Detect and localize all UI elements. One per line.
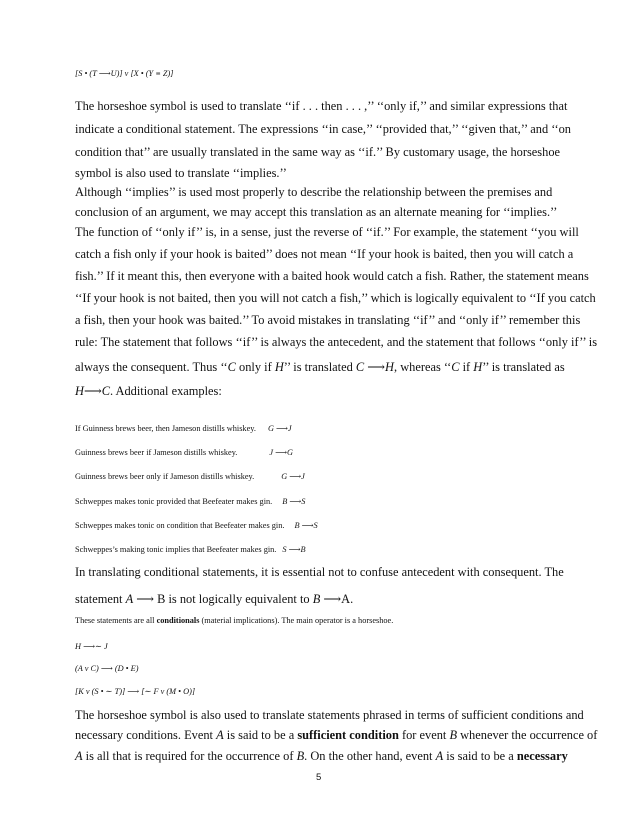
text-run: necessary conditions. Event <box>75 728 217 742</box>
text-run: B <box>312 592 321 606</box>
p7-line-1: The horseshoe symbol is also used to translate statements phrased in terms of sufficient conditions and <box>75 708 584 722</box>
example-text: If Guinness brews beer, then Jameson distills whiskey. <box>75 424 256 433</box>
text-run: H <box>274 360 284 374</box>
text-run: ’’ is translated as <box>482 360 565 374</box>
text-run: (material implications). The main operator is a horseshoe. <box>199 616 394 625</box>
text-run: statement <box>75 592 126 606</box>
example-symbol: B ⟶S <box>294 521 318 530</box>
text-run: B <box>449 728 458 742</box>
text-run: B <box>296 749 305 763</box>
text-run: ⟶ B is not logically equivalent to <box>133 592 313 606</box>
text-run: whenever the occurrence of <box>457 728 598 742</box>
text-run: H⟶C <box>75 384 110 398</box>
example-row <box>75 496 305 506</box>
text-run: A <box>216 728 224 742</box>
text-run: is said to be a <box>443 749 517 763</box>
example-text: Schweppes makes tonic on condition that Beefeater makes gin. <box>75 521 285 530</box>
text-run: only if <box>235 360 275 374</box>
formula-top: [S • (T ⟶U)] v [X • (Y ≡ Z)] <box>75 69 174 78</box>
formula-3: [K v (S • ∼ T)] ⟶ [∼ F v (M • O)] <box>75 687 196 696</box>
p3-line-3: fish.’’ If it meant this, then everyone with a baited hook would catch a fish. Rather, the statement means <box>75 269 589 283</box>
p2-line-1: Although ‘‘implies’’ is used most properly to describe the relationship between the premises and <box>75 185 553 199</box>
text-run: These statements are all <box>75 616 157 625</box>
p3-line-7 <box>75 359 565 375</box>
example-text: Schweppes makes tonic provided that Beefeater makes gin. <box>75 497 273 506</box>
p3-line-2: catch a fish only if your hook is baited’’ does not mean ‘‘If your hook is baited, then you will catch a <box>75 247 574 261</box>
formula-2: (A v C) ⟶ (D • E) <box>75 664 139 673</box>
text-run: necessary <box>516 749 568 763</box>
text-run: . On the other hand, event <box>304 749 436 763</box>
example-text: Schweppes’s making tonic implies that Beefeater makes gin. <box>75 545 277 554</box>
text-run: C ⟶H <box>355 360 394 374</box>
p1-line-1: The horseshoe symbol is used to translate ‘‘if . . . then . . . ,’’ ‘‘only if,’’ and similar expressions that <box>75 99 568 113</box>
formula-1: H ⟶∼ J <box>75 642 108 651</box>
p3-line-5: a fish, then your hook was baited.’’ To avoid mistakes in translating ‘‘if’’ and ‘‘only if’’ remember this <box>75 313 581 327</box>
p3-line-4: ‘‘If your hook is not baited, then you will not catch a fish,’’ which is logically equivalent to ‘‘If you catch <box>75 291 596 305</box>
example-text: Guinness brews beer if Jameson distills whiskey. <box>75 448 238 457</box>
text-run: for event <box>398 728 450 742</box>
p3-line-8 <box>75 383 222 399</box>
text-run: is all that is required for the occurrence of <box>82 749 297 763</box>
text-run: is said to be a <box>223 728 298 742</box>
example-row <box>75 544 306 554</box>
example-row <box>75 520 318 530</box>
p7-line-2 <box>75 728 597 743</box>
text-run: conditionals <box>156 616 200 625</box>
text-run: A <box>125 592 134 606</box>
p6-line <box>75 616 393 625</box>
p1-line-3: condition that’’ are usually translated in the same way as ‘‘if.’’ By customary usage, the horseshoe <box>75 145 561 159</box>
example-symbol: J ⟶G <box>269 448 294 457</box>
text-run: C <box>451 360 460 374</box>
example-text: Guinness brews beer only if Jameson distills whiskey. <box>75 472 255 481</box>
example-row <box>75 423 292 433</box>
p7-line-3 <box>75 749 568 764</box>
p5-line <box>75 591 353 607</box>
example-symbol: S ⟶B <box>282 545 306 554</box>
text-run: . Additional examples: <box>109 384 222 398</box>
text-run: A <box>75 749 83 763</box>
p1-line-4: symbol is also used to translate ‘‘implies.’’ <box>75 166 287 180</box>
text-run: , whereas ‘‘ <box>394 360 452 374</box>
page-number: 5 <box>316 772 322 783</box>
example-row <box>75 471 305 481</box>
example-symbol: G ⟶J <box>281 472 305 481</box>
text-run: if <box>459 360 474 374</box>
example-row <box>75 447 293 457</box>
text-run: H <box>473 360 483 374</box>
example-symbol: B ⟶S <box>282 497 306 506</box>
example-symbol: G ⟶J <box>267 424 292 433</box>
text-run: C <box>227 360 236 374</box>
text-run: always the consequent. Thus ‘‘ <box>75 360 228 374</box>
p1-line-2: indicate a conditional statement. The expressions ‘‘in case,’’ ‘‘provided that,’’ ‘‘given that,’’ and ‘‘on <box>75 122 571 136</box>
text-run: sufficient condition <box>297 728 399 742</box>
text-run: ’’ is translated <box>283 360 356 374</box>
p4-line: In translating conditional statements, it is essential not to confuse antecedent with consequent. The <box>75 565 564 579</box>
p3-line-1: The function of ‘‘only if’’ is, in a sense, just the reverse of ‘‘if.’’ For example, the statement ‘‘you will <box>75 225 579 239</box>
text-run: ⟶A. <box>320 592 354 606</box>
p3-line-6: rule: The statement that follows ‘‘if’’ is always the antecedent, and the statement that follows ‘‘only if’’ is <box>75 335 598 349</box>
p2-line-2: conclusion of an argument, we may accept this translation as an alternate meaning for ‘‘implies.’’ <box>75 205 558 219</box>
text-run: A <box>435 749 444 763</box>
